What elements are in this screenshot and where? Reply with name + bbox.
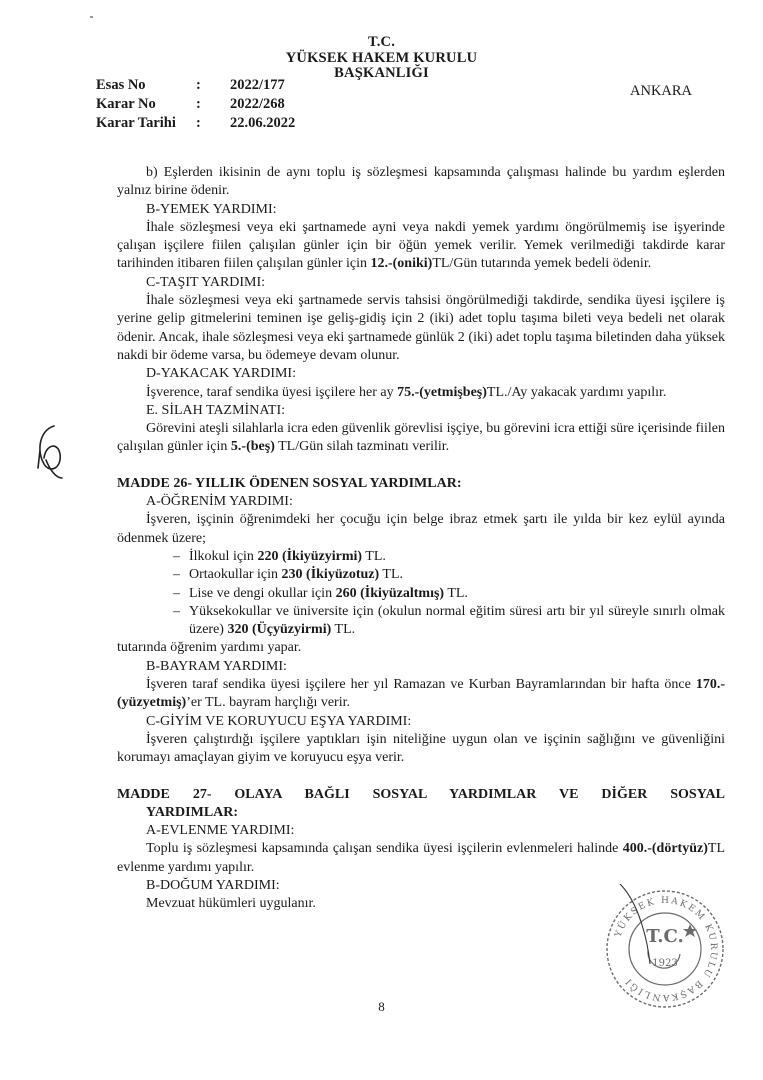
meta-row-esas xyxy=(96,76,295,95)
text-run: TL. xyxy=(331,622,356,638)
spacer xyxy=(117,768,725,786)
paragraph-evlenme xyxy=(117,840,725,877)
text-run: Görevini ateşli silahlarla icra eden güvenlik görevlisi işçiye, bu görevini icra ettiği süre içerisinde fiilen çalışılan günler için xyxy=(117,421,725,455)
meta-colon: : xyxy=(196,115,201,131)
paragraph-dogum: Mevzuat hükümleri uygulanır. xyxy=(146,896,316,912)
text-run: İlkokul için xyxy=(189,548,258,564)
meta-value: 2022/177 xyxy=(230,77,285,93)
meta-value: 22.06.2022 xyxy=(230,115,296,131)
paragraph-esler: b) Eşlerden ikisinin de aynı toplu iş sözleşmesi kapsamında çalışması halinde bu yardım eşlerden yalnız birine ödenir. xyxy=(117,165,725,199)
paragraph-ogrenim: İşveren, işçinin öğrenimdeki her çocuğu için belge ibraz etmek şartı ile yılda bir kez eylül ayında ödenmek üzere; xyxy=(117,512,725,546)
heading-silah: E. SİLAH TAZMİNATI: xyxy=(146,402,285,418)
header-institution: YÜKSEK HAKEM KURULU xyxy=(285,50,478,66)
paragraph-giyim: İşveren çalıştırdığı işçilere yaptıkları işin niteliğine uygun olan ve işçinin sağlığını ve güvenliğini korumayı amaçlayan giyim ve koruyucu eşya verir. xyxy=(117,731,725,766)
madde-27-title-line2: YARDIMLAR: xyxy=(146,804,239,820)
text-run: Ortaokullar için xyxy=(189,567,282,583)
text-run: TL./Ay yakacak yardımı yapılır. xyxy=(486,384,667,400)
paragraph-yemek xyxy=(117,219,725,274)
heading-giyim: C-GİYİM VE KORUYUCU EŞYA YARDIMI: xyxy=(146,713,412,729)
paragraph-yakacak xyxy=(117,384,725,402)
text-run: TL. xyxy=(362,548,386,564)
official-seal-stamp xyxy=(600,884,730,1014)
meta-label: Esas No xyxy=(96,77,146,93)
amount-bold: 400.-(dörtyüz) xyxy=(622,841,708,857)
madde-26-title: MADDE 26- YILLIK ÖDENEN SOSYAL YARDIMLAR: xyxy=(117,475,462,491)
paragraph-silah xyxy=(117,420,725,457)
header-office: BAŞKANLIĞI xyxy=(334,65,429,81)
meta-value: 2022/268 xyxy=(230,96,285,112)
amount-bold: 5.-(beş) xyxy=(230,439,275,455)
ogrenim-list xyxy=(117,548,725,639)
meta-row-karar xyxy=(96,95,295,114)
scan-speck xyxy=(90,16,93,18)
amount-bold: 260 (İkiyüzaltmış) xyxy=(335,585,445,601)
paragraph-bayram xyxy=(117,676,725,713)
stamp-ring-text: YÜKSEK HAKEM KURULU BAŞKANLIĞI xyxy=(613,895,719,1003)
meta-label: Karar Tarihi xyxy=(96,115,176,131)
stamp-center-text: T.C. xyxy=(646,926,684,947)
list-item xyxy=(173,566,725,584)
text-run: Toplu iş sözleşmesi kapsamında çalışan sendika üyesi işçilerin evlenmeleri halinde xyxy=(146,841,623,857)
text-run: Yüksekokullar ve üniversite için (okulun normal eğitim süresi artı bir yıl süreyle sınırlı olmak üzere) xyxy=(189,603,725,638)
amount-bold: 12.-(oniki) xyxy=(370,256,433,272)
text-run: İhale sözleşmesi veya eki şartnamede ayni veya nakdi yemek yardımı öngörülmemiş ise işyerinde çalışan işçilere fiilen çalışılan günler için bir öğün yemek verilir. Yemek verilmediği takdirde karar tarihinden itibaren fiilen çalışılan günler için xyxy=(117,219,725,272)
text-run: İşverence, taraf sendika üyesi işçilere her ay xyxy=(146,384,398,400)
amount-bold: 170.-(yüzyetmiş) xyxy=(117,677,725,711)
meta-colon: : xyxy=(196,77,201,93)
list-item xyxy=(173,585,725,603)
amount-bold: 75.-(yetmişbeş) xyxy=(397,384,487,400)
list-item xyxy=(173,548,725,566)
list-item xyxy=(173,603,725,640)
text-run: ’er TL. bayram harçlığı verir. xyxy=(186,695,350,711)
heading-evlenme: A-EVLENME YARDIMI: xyxy=(146,823,295,839)
text-run: TL/Gün tutarında yemek bedeli ödenir. xyxy=(432,256,652,272)
text-run: Lise ve dengi okullar için xyxy=(189,585,336,601)
heading-dogum: B-DOĞUM YARDIMI: xyxy=(146,877,280,893)
document-body xyxy=(117,164,725,914)
amount-bold: 320 (Üçyüzyirmi) xyxy=(227,622,332,638)
spacer xyxy=(117,457,725,475)
text-run: TL/Gün silah tazminatı verilir. xyxy=(274,439,450,455)
text-run: TL. xyxy=(379,567,404,583)
text-run: TL. xyxy=(444,585,468,601)
text-run: TL evlenme yardımı yapılır. xyxy=(117,841,725,875)
amount-bold: 220 (İkiyüzyirmi) xyxy=(257,548,363,564)
meta-colon: : xyxy=(196,96,201,112)
madde-27-title-line1: MADDE 27- OLAYA BAĞLI SOSYAL YARDIMLAR VE DİĞER SOSYAL xyxy=(117,786,725,802)
handwritten-initial-signature xyxy=(32,420,72,482)
heading-tasit: C-TAŞIT YARDIMI: xyxy=(146,274,266,290)
star-icon xyxy=(683,924,697,937)
text-run: İşveren taraf sendika üyesi işçilere her yıl Ramazan ve Kurban Bayramlarından bir hafta önce xyxy=(146,677,696,693)
meta-row-tarih xyxy=(96,114,295,133)
meta-label: Karar No xyxy=(96,96,156,112)
stamp-year: 1923 xyxy=(652,958,678,969)
heading-yemek: B-YEMEK YARDIMI: xyxy=(146,201,277,217)
amount-bold: 230 (İkiyüzotuz) xyxy=(281,567,380,583)
header-tc: T.C. xyxy=(367,34,396,50)
paragraph-tasit: İhale sözleşmesi veya eki şartnamede servis tahsisi öngörülmediği takdirde, sendika üyesi işçilere iş yerine gelip gitmelerini teminen işe geliş-gidiş için 2 (iki) adet toplu taşıma bileti veya bedeli net olarak ödenir. Ancak, ihale sözleşmesi veya eki şartnamede günlük 2 (iki) adet toplu taşıma biletinden daha yüksek nakdi bir ödeme varsa, bu ödemeye devam olunur. xyxy=(117,293,725,363)
paragraph-ogrenim-tail: tutarında öğrenim yardımı yapar. xyxy=(117,640,302,656)
heading-ogrenim: A-ÖĞRENİM YARDIMI: xyxy=(146,494,293,510)
heading-bayram: B-BAYRAM YARDIMI: xyxy=(146,658,287,674)
case-meta xyxy=(96,76,295,133)
page-number: 8 xyxy=(378,999,385,1014)
city-label: ANKARA xyxy=(630,83,693,99)
heading-yakacak: D-YAKACAK YARDIMI: xyxy=(146,366,296,382)
